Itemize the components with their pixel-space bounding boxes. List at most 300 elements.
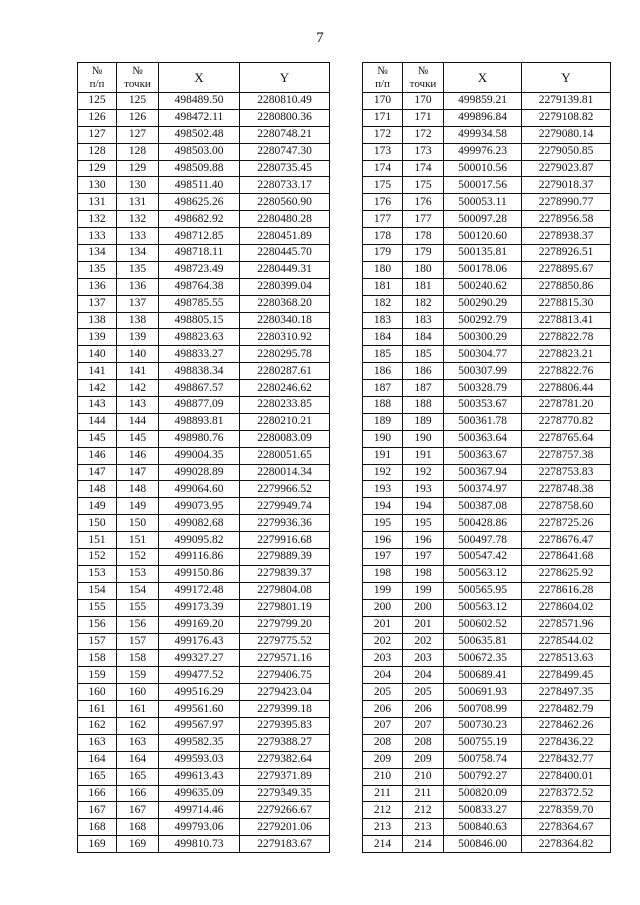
cell-y: 2279889.39 [240,549,330,566]
cell-y: 2280083.09 [240,430,330,447]
cell-num-point: 197 [403,549,444,566]
table-row [363,261,611,278]
cell-x: 500635.81 [444,633,522,650]
table-row [363,228,611,245]
cell-num-pp: 183 [363,312,403,329]
cell-x: 498509.88 [159,160,240,177]
cell-num-pp: 162 [78,717,117,734]
cell-num-pp: 141 [78,363,117,380]
cell-num-pp: 205 [363,684,403,701]
cell-x: 498625.26 [159,194,240,211]
coordinates-table-right [362,62,611,853]
cell-x: 500363.64 [444,430,522,447]
cell-num-pp: 207 [363,717,403,734]
cell-y: 2280480.28 [240,211,330,228]
table-row [363,397,611,414]
cell-y: 2280451.89 [240,228,330,245]
cell-y: 2280295.78 [240,346,330,363]
table-row [78,633,330,650]
cell-num-point: 153 [117,565,159,582]
cell-num-pp: 161 [78,701,117,718]
cell-y: 2278616.28 [522,582,611,599]
cell-num-pp: 136 [78,278,117,295]
coordinates-table-left [77,62,330,853]
cell-num-pp: 132 [78,211,117,228]
cell-num-pp: 202 [363,633,403,650]
cell-num-pp: 189 [363,413,403,430]
cell-x: 498823.63 [159,329,240,346]
cell-y: 2279108.82 [522,109,611,126]
header-num-pp: № п/п [78,63,117,93]
cell-y: 2280560.90 [240,194,330,211]
cell-num-point: 145 [117,430,159,447]
table-row [363,329,611,346]
table-row [78,211,330,228]
cell-x: 500017.56 [444,177,522,194]
cell-y: 2278990.77 [522,194,611,211]
cell-num-pp: 208 [363,734,403,751]
cell-y: 2278604.02 [522,599,611,616]
table-row [363,836,611,853]
cell-y: 2278482.79 [522,701,611,718]
table-row [363,143,611,160]
cell-y: 2279183.67 [240,836,330,853]
cell-num-pp: 126 [78,109,117,126]
header-x: X [444,63,522,93]
cell-num-point: 195 [403,515,444,532]
cell-y: 2278436.22 [522,734,611,751]
cell-num-point: 171 [403,109,444,126]
table-row [78,582,330,599]
table-row [363,616,611,633]
cell-y: 2278641.68 [522,549,611,566]
cell-y: 2280210.21 [240,413,330,430]
cell-y: 2280246.62 [240,380,330,397]
cell-num-pp: 147 [78,464,117,481]
cell-x: 500178.06 [444,261,522,278]
cell-num-point: 198 [403,565,444,582]
cell-num-point: 144 [117,413,159,430]
table-row [78,295,330,312]
cell-num-point: 190 [403,430,444,447]
cell-x: 499173.39 [159,599,240,616]
cell-x: 498682.92 [159,211,240,228]
cell-num-pp: 169 [78,836,117,853]
cell-x: 498805.15 [159,312,240,329]
cell-num-point: 212 [403,802,444,819]
cell-num-point: 209 [403,751,444,768]
cell-x: 498980.76 [159,430,240,447]
cell-num-point: 180 [403,261,444,278]
cell-num-pp: 204 [363,667,403,684]
cell-num-pp: 151 [78,532,117,549]
cell-x: 500353.67 [444,397,522,414]
cell-num-point: 165 [117,768,159,785]
table-row [363,684,611,701]
cell-x: 499004.35 [159,447,240,464]
cell-num-point: 169 [117,836,159,853]
table-row [78,380,330,397]
cell-num-pp: 174 [363,160,403,177]
cell-y: 2278757.38 [522,447,611,464]
table-row [363,430,611,447]
cell-x: 500307.99 [444,363,522,380]
cell-x: 500367.94 [444,464,522,481]
cell-num-point: 138 [117,312,159,329]
cell-num-point: 214 [403,836,444,853]
cell-y: 2279804.08 [240,582,330,599]
cell-num-pp: 187 [363,380,403,397]
table-row [78,785,330,802]
cell-num-point: 158 [117,650,159,667]
cell-y: 2279201.06 [240,819,330,836]
cell-num-pp: 140 [78,346,117,363]
table-row [78,109,330,126]
table-row [363,312,611,329]
cell-num-point: 178 [403,228,444,245]
table-row [363,650,611,667]
cell-num-pp: 134 [78,245,117,262]
cell-num-point: 160 [117,684,159,701]
cell-y: 2280310.92 [240,329,330,346]
table-row [78,802,330,819]
cell-y: 2278765.64 [522,430,611,447]
cell-y: 2280735.45 [240,160,330,177]
cell-num-pp: 179 [363,245,403,262]
table-row [363,109,611,126]
header-row [78,63,330,93]
cell-x: 500840.63 [444,819,522,836]
cell-num-pp: 180 [363,261,403,278]
cell-x: 499582.35 [159,734,240,751]
cell-num-point: 150 [117,515,159,532]
cell-y: 2278400.01 [522,768,611,785]
cell-num-point: 157 [117,633,159,650]
cell-x: 499714.46 [159,802,240,819]
table-row [78,717,330,734]
cell-num-point: 203 [403,650,444,667]
cell-x: 499028.89 [159,464,240,481]
cell-y: 2278462.26 [522,717,611,734]
table-row [78,734,330,751]
cell-num-point: 135 [117,261,159,278]
table-row [363,532,611,549]
cell-num-pp: 190 [363,430,403,447]
cell-x: 500290.29 [444,295,522,312]
cell-x: 499116.86 [159,549,240,566]
cell-num-pp: 152 [78,549,117,566]
table-row [363,464,611,481]
cell-num-point: 172 [403,126,444,143]
cell-num-pp: 145 [78,430,117,447]
cell-num-pp: 164 [78,751,117,768]
cell-num-pp: 176 [363,194,403,211]
table-row [363,363,611,380]
cell-x: 500300.29 [444,329,522,346]
table-row [363,93,611,110]
cell-y: 2278956.58 [522,211,611,228]
cell-x: 500563.12 [444,599,522,616]
cell-num-pp: 198 [363,565,403,582]
cell-y: 2278499.45 [522,667,611,684]
cell-num-point: 128 [117,143,159,160]
cell-y: 2280340.18 [240,312,330,329]
header-y: Y [240,63,330,93]
cell-y: 2280733.17 [240,177,330,194]
table-row [78,481,330,498]
cell-y: 2279349.35 [240,785,330,802]
table-row [363,177,611,194]
cell-num-pp: 211 [363,785,403,802]
cell-x: 499793.06 [159,819,240,836]
cell-num-point: 199 [403,582,444,599]
cell-num-pp: 150 [78,515,117,532]
cell-x: 499176.43 [159,633,240,650]
cell-x: 498764.38 [159,278,240,295]
cell-num-point: 164 [117,751,159,768]
cell-num-pp: 157 [78,633,117,650]
cell-y: 2279571.16 [240,650,330,667]
cell-num-pp: 155 [78,599,117,616]
cell-num-pp: 160 [78,684,117,701]
table-row [78,701,330,718]
cell-num-point: 155 [117,599,159,616]
cell-y: 2278926.51 [522,245,611,262]
table-row [363,245,611,262]
cell-x: 499593.03 [159,751,240,768]
table-row [363,565,611,582]
cell-num-pp: 197 [363,549,403,566]
table-row [78,599,330,616]
table-row [78,93,330,110]
cell-num-point: 191 [403,447,444,464]
table-row [78,819,330,836]
table-row [78,245,330,262]
cell-num-pp: 213 [363,819,403,836]
table-body [78,93,330,853]
table-row [78,126,330,143]
cell-num-pp: 201 [363,616,403,633]
cell-num-pp: 125 [78,93,117,110]
cell-y: 2280368.20 [240,295,330,312]
cell-y: 2278364.67 [522,819,611,836]
cell-x: 500240.62 [444,278,522,295]
table-row [78,261,330,278]
table-row [78,312,330,329]
cell-x: 500689.41 [444,667,522,684]
table-row [78,532,330,549]
cell-num-point: 193 [403,481,444,498]
cell-x: 499169.20 [159,616,240,633]
cell-x: 500374.97 [444,481,522,498]
cell-y: 2278497.35 [522,684,611,701]
cell-num-pp: 156 [78,616,117,633]
cell-x: 498503.00 [159,143,240,160]
cell-num-pp: 153 [78,565,117,582]
cell-x: 500010.56 [444,160,522,177]
cell-y: 2279080.14 [522,126,611,143]
cell-x: 498867.57 [159,380,240,397]
cell-y: 2280051.65 [240,447,330,464]
cell-x: 500363.67 [444,447,522,464]
cell-x: 500120.60 [444,228,522,245]
cell-num-pp: 149 [78,498,117,515]
cell-num-point: 149 [117,498,159,515]
cell-num-pp: 172 [363,126,403,143]
cell-num-pp: 137 [78,295,117,312]
cell-x: 499095.82 [159,532,240,549]
cell-y: 2279936.36 [240,515,330,532]
cell-num-point: 142 [117,380,159,397]
cell-x: 499516.29 [159,684,240,701]
cell-num-pp: 214 [363,836,403,853]
header-y: Y [522,63,611,93]
cell-num-point: 143 [117,397,159,414]
cell-x: 500565.95 [444,582,522,599]
table-row [78,160,330,177]
cell-y: 2278815.30 [522,295,611,312]
cell-x: 498472.11 [159,109,240,126]
header-x: X [159,63,240,93]
cell-num-pp: 146 [78,447,117,464]
cell-num-pp: 196 [363,532,403,549]
cell-x: 500691.93 [444,684,522,701]
cell-num-point: 211 [403,785,444,802]
cell-num-pp: 129 [78,160,117,177]
cell-num-point: 141 [117,363,159,380]
cell-num-pp: 203 [363,650,403,667]
cell-x: 498838.34 [159,363,240,380]
table-row [78,667,330,684]
cell-y: 2278676.47 [522,532,611,549]
cell-num-point: 173 [403,143,444,160]
cell-x: 500497.78 [444,532,522,549]
page-number: 7 [316,30,324,46]
cell-num-point: 163 [117,734,159,751]
cell-num-point: 140 [117,346,159,363]
cell-num-point: 202 [403,633,444,650]
cell-num-point: 194 [403,498,444,515]
cell-num-point: 152 [117,549,159,566]
cell-num-point: 156 [117,616,159,633]
cell-num-point: 146 [117,447,159,464]
cell-x: 499327.27 [159,650,240,667]
cell-num-point: 126 [117,109,159,126]
cell-num-pp: 130 [78,177,117,194]
cell-x: 499561.60 [159,701,240,718]
cell-num-point: 179 [403,245,444,262]
table-row [363,701,611,718]
cell-y: 2280800.36 [240,109,330,126]
cell-num-point: 162 [117,717,159,734]
cell-y: 2280233.85 [240,397,330,414]
cell-num-point: 139 [117,329,159,346]
cell-x: 500563.12 [444,565,522,582]
cell-y: 2278625.92 [522,565,611,582]
cell-num-pp: 167 [78,802,117,819]
cell-num-point: 181 [403,278,444,295]
cell-num-point: 168 [117,819,159,836]
cell-y: 2278544.02 [522,633,611,650]
cell-x: 498833.27 [159,346,240,363]
cell-num-point: 201 [403,616,444,633]
cell-x: 500758.74 [444,751,522,768]
table-row [363,380,611,397]
cell-num-pp: 165 [78,768,117,785]
cell-num-point: 148 [117,481,159,498]
cell-y: 2278895.67 [522,261,611,278]
cell-x: 498877.09 [159,397,240,414]
cell-num-pp: 182 [363,295,403,312]
table-row [78,346,330,363]
cell-x: 498502.48 [159,126,240,143]
cell-num-pp: 185 [363,346,403,363]
cell-num-point: 154 [117,582,159,599]
table-row [363,717,611,734]
cell-x: 500135.81 [444,245,522,262]
cell-x: 498785.55 [159,295,240,312]
table-row [78,194,330,211]
cell-num-pp: 199 [363,582,403,599]
cell-y: 2278770.82 [522,413,611,430]
cell-x: 499073.95 [159,498,240,515]
cell-num-point: 186 [403,363,444,380]
cell-num-point: 196 [403,532,444,549]
cell-y: 2278359.70 [522,802,611,819]
cell-x: 498712.85 [159,228,240,245]
table-row [363,515,611,532]
cell-x: 499567.97 [159,717,240,734]
table-row [363,768,611,785]
cell-num-point: 183 [403,312,444,329]
cell-num-point: 200 [403,599,444,616]
cell-y: 2279018.37 [522,177,611,194]
cell-x: 498489.50 [159,93,240,110]
table-row [78,278,330,295]
table-row [363,734,611,751]
cell-y: 2279371.89 [240,768,330,785]
table-row [363,295,611,312]
cell-x: 499150.86 [159,565,240,582]
cell-num-point: 174 [403,160,444,177]
cell-num-point: 213 [403,819,444,836]
cell-num-pp: 168 [78,819,117,836]
cell-x: 498511.40 [159,177,240,194]
cell-num-point: 161 [117,701,159,718]
cell-num-pp: 212 [363,802,403,819]
cell-num-pp: 143 [78,397,117,414]
cell-num-point: 127 [117,126,159,143]
cell-y: 2279139.81 [522,93,611,110]
cell-num-point: 151 [117,532,159,549]
cell-y: 2280399.04 [240,278,330,295]
cell-y: 2279799.20 [240,616,330,633]
cell-num-pp: 178 [363,228,403,245]
table-row [363,498,611,515]
cell-y: 2278823.21 [522,346,611,363]
cell-num-point: 170 [403,93,444,110]
cell-num-point: 185 [403,346,444,363]
cell-x: 500428.86 [444,515,522,532]
cell-x: 500361.78 [444,413,522,430]
cell-y: 2279050.85 [522,143,611,160]
cell-y: 2278364.82 [522,836,611,853]
cell-num-point: 192 [403,464,444,481]
cell-x: 499934.58 [444,126,522,143]
cell-x: 499172.48 [159,582,240,599]
table-row [78,515,330,532]
cell-y: 2278571.96 [522,616,611,633]
